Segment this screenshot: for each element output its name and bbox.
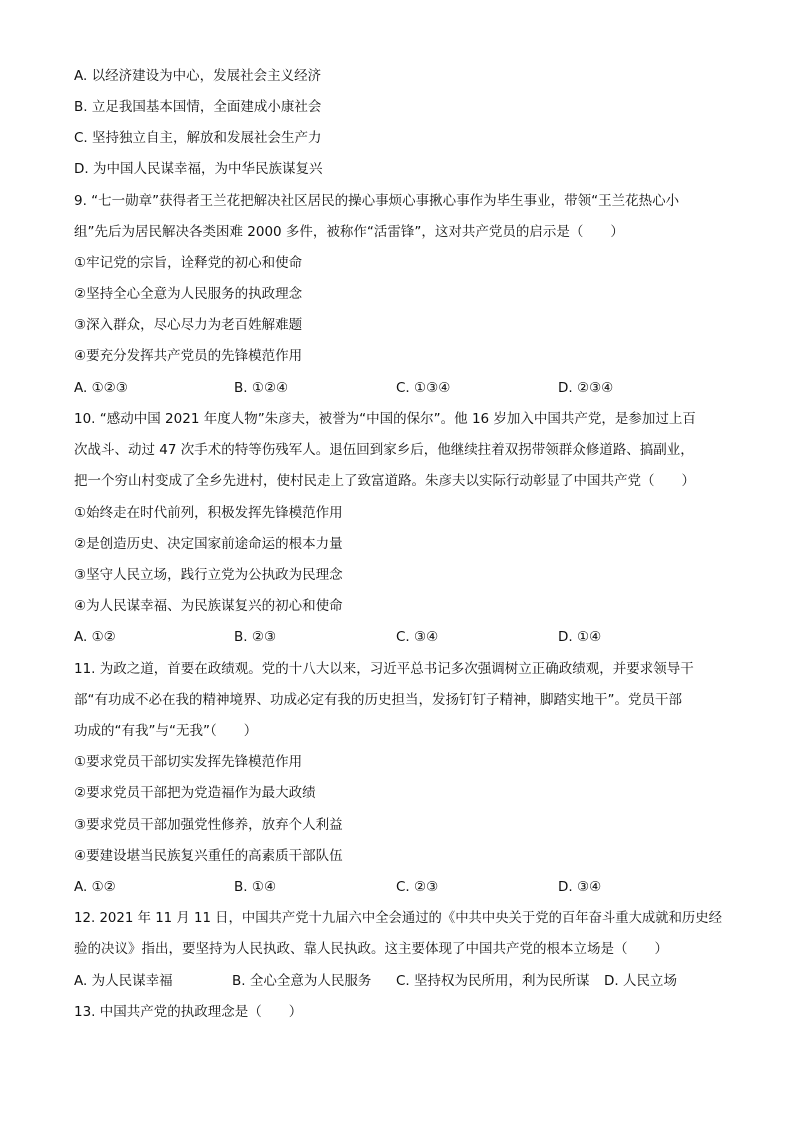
q9-statement-3: ③深入群众，尽心尽力为老百姓解难题 [74, 317, 303, 333]
q10-statement-1: ①始终走在时代前列，积极发挥先锋模范作用 [74, 505, 343, 521]
q10-choice-a: A. ①② [74, 629, 116, 645]
q11-statement-3: ③要求党员干部加强党性修养，放弃个人利益 [74, 817, 343, 833]
q11-stem-line-3: 功成的“有我”与“无我”（ ） [74, 723, 258, 739]
q12-answer-options [74, 971, 734, 991]
q12-choice-b: B. 全心全意为人民服务 [232, 973, 372, 989]
q11-choice-b: B. ①④ [234, 879, 277, 895]
q12-choice-d: D. 人民立场 [604, 973, 677, 989]
q12-choice-c: C. 坚持权为民所用，利为民所谋 [396, 973, 590, 989]
q10-choice-d: D. ①④ [558, 629, 602, 645]
q10-stem-line-1: 10. “感动中国 2021 年度人物”朱彦夫，被誉为“中国的保尔”。他 16 岁加入中国共产党，是参加过上百 [74, 411, 696, 427]
q11-choice-c: C. ②③ [396, 879, 439, 895]
q8-option-d: D. 为中国人民谋幸福，为中华民族谋复兴 [74, 161, 323, 177]
q10-stem-line-3: 把一个穷山村变成了全乡先进村，使村民走上了致富道路。朱彦夫以实际行动彰显了中国共产党（ ） [74, 473, 695, 489]
q11-choice-d: D. ③④ [558, 879, 602, 895]
q8-option-c: C. 坚持独立自主，解放和发展社会生产力 [74, 130, 322, 146]
q8-option-b: B. 立足我国基本国情，全面建成小康社会 [74, 99, 322, 115]
q9-choice-b: B. ①②④ [234, 380, 289, 396]
q9-statement-1: ①牢记党的宗旨，诠释党的初心和使命 [74, 255, 303, 271]
q8-option-a: A. 以经济建设为中心，发展社会主义经济 [74, 68, 322, 84]
q10-choice-c: C. ③④ [396, 629, 439, 645]
q11-choice-a: A. ①② [74, 879, 116, 895]
q11-statement-2: ②要求党员干部把为党造福作为最大政绩 [74, 785, 316, 801]
q9-statement-2: ②坚持全心全意为人民服务的执政理念 [74, 286, 303, 302]
q11-stem-line-1: 11. 为政之道，首要在政绩观。党的十八大以来，习近平总书记多次强调树立正确政绩观，并要求领导干 [74, 661, 694, 677]
q9-statement-4: ④要充分发挥共产党员的先锋模范作用 [74, 348, 303, 364]
q9-stem-line-2: 组”先后为居民解决各类困难 2000 多件，被称作“活雷锋”，这对共产党员的启示是（ ） [74, 224, 624, 240]
q9-answer-options [74, 378, 734, 398]
q10-statement-4: ④为人民谋幸福、为民族谋复兴的初心和使命 [74, 598, 343, 614]
q11-statement-4: ④要建设堪当民族复兴重任的高素质干部队伍 [74, 848, 343, 864]
q12-choice-a: A. 为人民谋幸福 [74, 973, 173, 989]
q12-stem-line-2: 验的决议》指出，要坚持为人民执政、靠人民执政。这主要体现了中国共产党的根本立场是（ ） [74, 941, 668, 957]
q9-choice-a: A. ①②③ [74, 380, 128, 396]
q11-answer-options [74, 877, 734, 897]
q10-answer-options [74, 627, 734, 647]
q13-stem-line-1: 13. 中国共产党的执政理念是（ ） [74, 1004, 303, 1020]
q9-choice-c: C. ①③④ [396, 380, 451, 396]
q9-choice-d: D. ②③④ [558, 380, 614, 396]
q12-stem-line-1: 12. 2021 年 11 月 11 日，中国共产党十九届六中全会通过的《中共中央关于党的百年奋斗重大成就和历史经 [74, 910, 722, 926]
q11-statement-1: ①要求党员干部切实发挥先锋模范作用 [74, 754, 303, 770]
q10-statement-2: ②是创造历史、决定国家前途命运的根本力量 [74, 536, 343, 552]
q11-stem-line-2: 部“有功成不必在我的精神境界、功成必定有我的历史担当，发扬钉钉子精神，脚踏实地干”。党员干部 [74, 692, 682, 708]
q10-choice-b: B. ②③ [234, 629, 277, 645]
q9-stem-line-1: 9. “七一勋章”获得者王兰花把解决社区居民的操心事烦心事揪心事作为毕生事业，带领“王兰花热心小 [74, 193, 680, 209]
q10-stem-line-2: 次战斗、动过 47 次手术的特等伤残军人。退伍回到家乡后，他继续拄着双拐带领群众修道路、搞副业， [74, 442, 694, 458]
q10-statement-3: ③坚守人民立场，践行立党为公执政为民理念 [74, 567, 343, 583]
